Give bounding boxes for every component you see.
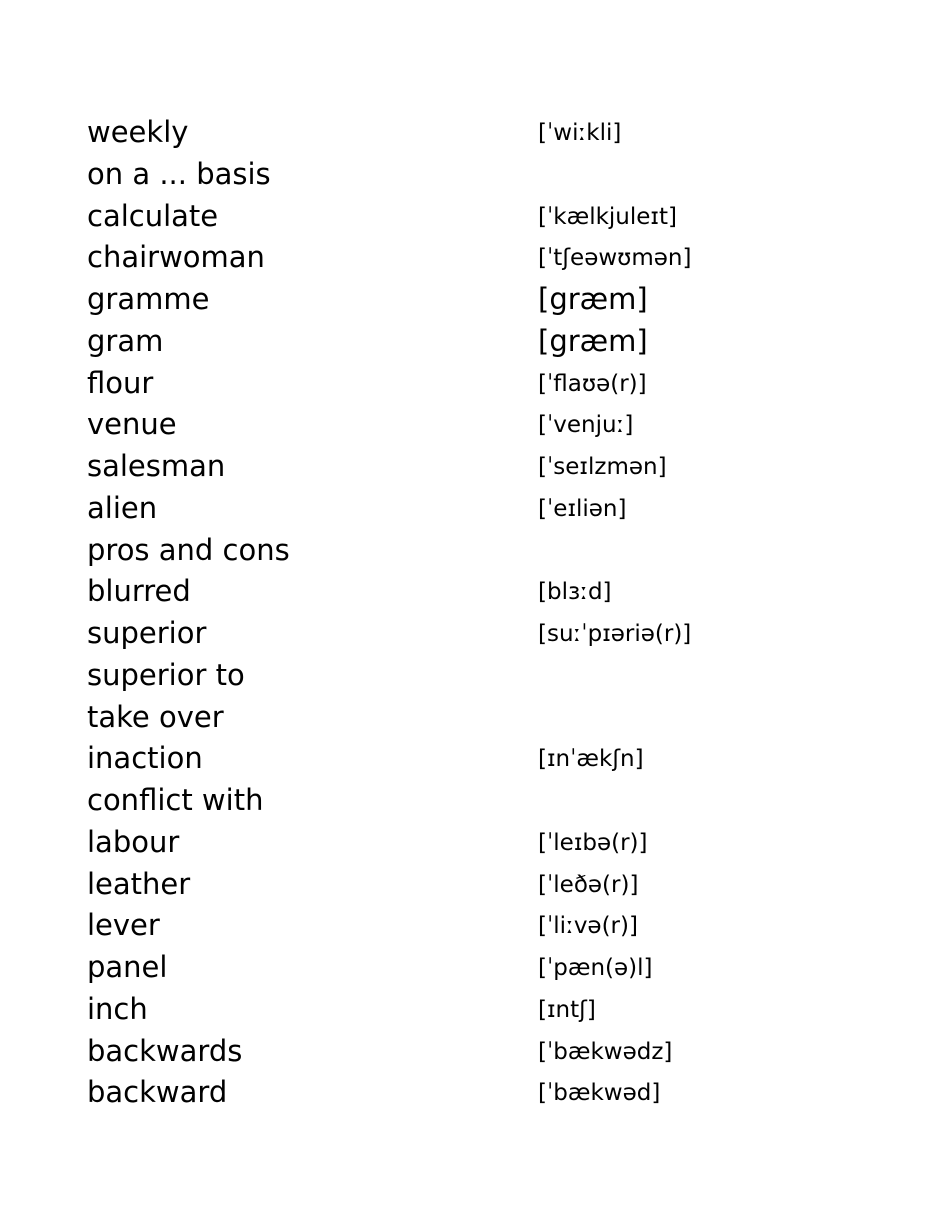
vocab-word: inaction: [87, 741, 203, 776]
vocab-pronunciation: [ˈleðə(r)]: [538, 871, 639, 898]
vocab-word: take over: [87, 699, 224, 734]
vocab-word: chairwoman: [87, 240, 265, 275]
vocab-pronunciation: [ˈvenjuː]: [538, 412, 634, 439]
vocab-word: backwards: [87, 1033, 243, 1068]
vocab-word: superior to: [87, 657, 245, 692]
vocab-row: [87, 321, 887, 363]
vocab-row: [87, 237, 887, 279]
vocab-row: [87, 697, 887, 739]
vocab-word: alien: [87, 490, 158, 525]
vocab-row: [87, 363, 887, 405]
vocab-word: backward: [87, 1075, 228, 1110]
vocab-word: inch: [87, 991, 148, 1026]
vocab-pronunciation: [ɪntʃ]: [538, 996, 596, 1023]
vocab-row: [87, 989, 887, 1031]
vocab-row: [87, 154, 887, 196]
vocab-row: [87, 780, 887, 822]
vocab-row: [87, 822, 887, 864]
vocab-word: gram: [87, 323, 164, 358]
vocab-pronunciation: [ˈflaʊə(r)]: [538, 370, 647, 397]
vocab-row: [87, 571, 887, 613]
vocab-row: [87, 613, 887, 655]
vocab-word: conflict with: [87, 783, 264, 817]
vocab-word: labour: [87, 824, 180, 859]
vocab-pronunciation: [ˈeɪliən]: [538, 495, 627, 522]
vocab-word: salesman: [87, 449, 226, 483]
vocab-word: flour: [87, 365, 154, 400]
vocab-pronunciation: [ˈseɪlzmən]: [538, 454, 667, 480]
vocab-row: [87, 738, 887, 780]
vocab-pronunciation: [ˈliːvə(r)]: [538, 913, 638, 940]
vocab-word: panel: [87, 950, 168, 984]
vocab-pronunciation: [ˈbækwəd]: [538, 1080, 661, 1107]
vocab-word: weekly: [87, 115, 189, 149]
vocab-row: [87, 196, 887, 238]
vocab-pronunciation: [suːˈpɪəriə(r)]: [538, 621, 692, 647]
vocab-word: venue: [87, 407, 177, 442]
vocab-row: [87, 947, 887, 989]
vocab-pronunciation: [ɪnˈækʃn]: [538, 746, 644, 773]
vocab-row: [87, 864, 887, 906]
vocab-row: [87, 1072, 887, 1114]
vocab-row: [87, 530, 887, 572]
vocab-row: [87, 655, 887, 697]
vocab-row: [87, 112, 887, 154]
vocab-word: superior: [87, 616, 207, 650]
vocab-word: on a ... basis: [87, 156, 271, 191]
vocab-pronunciation: [ˈleɪbə(r)]: [538, 829, 648, 856]
vocab-pronunciation: [ˈkælkjuleɪt]: [538, 203, 677, 230]
vocab-row: [87, 488, 887, 530]
vocab-pronunciation: [græm]: [538, 323, 648, 358]
vocab-pronunciation: [ˈtʃeəwʊmən]: [538, 245, 692, 272]
vocab-pronunciation: [ˈbækwədz]: [538, 1038, 673, 1065]
vocab-word: lever: [87, 908, 160, 943]
vocab-word: leather: [87, 866, 191, 901]
vocab-row: [87, 905, 887, 947]
vocabulary-list: [87, 112, 887, 1114]
vocab-pronunciation: [ˈpæn(ə)l]: [538, 955, 653, 981]
vocab-row: [87, 279, 887, 321]
vocab-row: [87, 404, 887, 446]
vocab-word: gramme: [87, 282, 210, 316]
vocab-word: blurred: [87, 574, 191, 609]
vocab-row: [87, 1031, 887, 1073]
vocab-pronunciation: [ˈwiːkli]: [538, 120, 622, 146]
vocab-pronunciation: [græm]: [538, 282, 648, 316]
vocab-pronunciation: [blɜːd]: [538, 579, 612, 606]
vocab-word: calculate: [87, 198, 219, 233]
vocab-row: [87, 446, 887, 488]
vocab-word: pros and cons: [87, 532, 290, 567]
